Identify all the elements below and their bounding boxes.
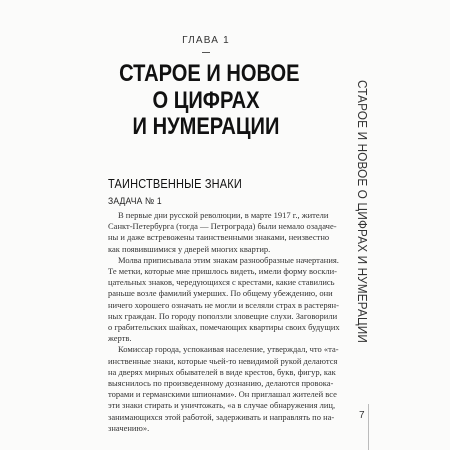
text-line: Комиссар города, успокаивая население, утверждал, что «та- — [118, 344, 339, 355]
text-line: раньше возле фамилий умерших. По общему убеждению, они — [108, 288, 333, 299]
text-line: жертв. — [108, 333, 132, 344]
chapter-title-line: СТАРОЕ И НОВОЕ — [119, 60, 300, 87]
chapter-label: ГЛАВА 1 — [182, 35, 230, 46]
text-line: инственные знаки, которые чьей-то невидимой рукой делаются — [108, 355, 338, 366]
body-text — [108, 210, 340, 434]
chapter-title — [119, 60, 300, 141]
text-line: В первые дни русской революции, в марте 1917 г., жители — [118, 210, 329, 220]
page-number: 7 — [359, 410, 365, 421]
section-title: ТАИНСТВЕННЫЕ ЗНАКИ — [108, 177, 242, 191]
text-line: о грабительских шайках, помечающих квартиры своих будущих — [108, 322, 340, 333]
running-title: СТАРОЕ И НОВОЕ О ЦИФРАХ И НУМЕРАЦИИ — [355, 80, 370, 343]
text-line: выяснилось по произведенному дознанию, делаются провока- — [108, 378, 334, 389]
text-line: Санкт-Петербурга (тогда — Петрограда) были немало озадаче- — [108, 221, 337, 232]
paragraph — [108, 344, 340, 434]
text-line: эти знаки стирать и уничтожать, «а в случае обнаружения лиц, — [108, 400, 336, 411]
text-line: ны и даже встревожены таинственными знаками, неизвестно — [108, 232, 330, 243]
page-number-rule — [368, 404, 369, 450]
chapter-title-line: О ЦИФРАХ — [152, 86, 260, 114]
text-line: цательных знаков, чередующихся с крестами, какие ставились — [108, 277, 335, 288]
paragraph — [108, 210, 340, 255]
chapter-divider — [202, 52, 210, 53]
text-line: занимающихся этой работой, задерживать и направлять по на- — [108, 411, 335, 422]
task-title: ЗАДАЧА № 1 — [108, 196, 162, 207]
text-line: на дверях мирных обывателей в виде крестов, букв, фигур, как — [108, 366, 336, 377]
chapter-title-line: И НУМЕРАЦИИ — [132, 113, 280, 140]
text-line: как появившимися у дверей многих квартир. — [108, 243, 271, 254]
paragraph — [108, 255, 340, 345]
text-line: значению». — [108, 422, 150, 433]
text-line: ничего хорошего означать не могли и вселяли страх в растерян- — [108, 299, 339, 310]
text-line: ных граждан. По городу поползли зловещие слухи. Заговорили — [108, 310, 338, 321]
text-line: торами и германскими шпионами». Он приглашал жителей все — [108, 389, 337, 400]
text-line: Те метки, которые мне пришлось видеть, имели форму воскли- — [108, 266, 337, 277]
text-line: Молва приписывала этим знакам разнообразные начертания. — [118, 254, 339, 265]
